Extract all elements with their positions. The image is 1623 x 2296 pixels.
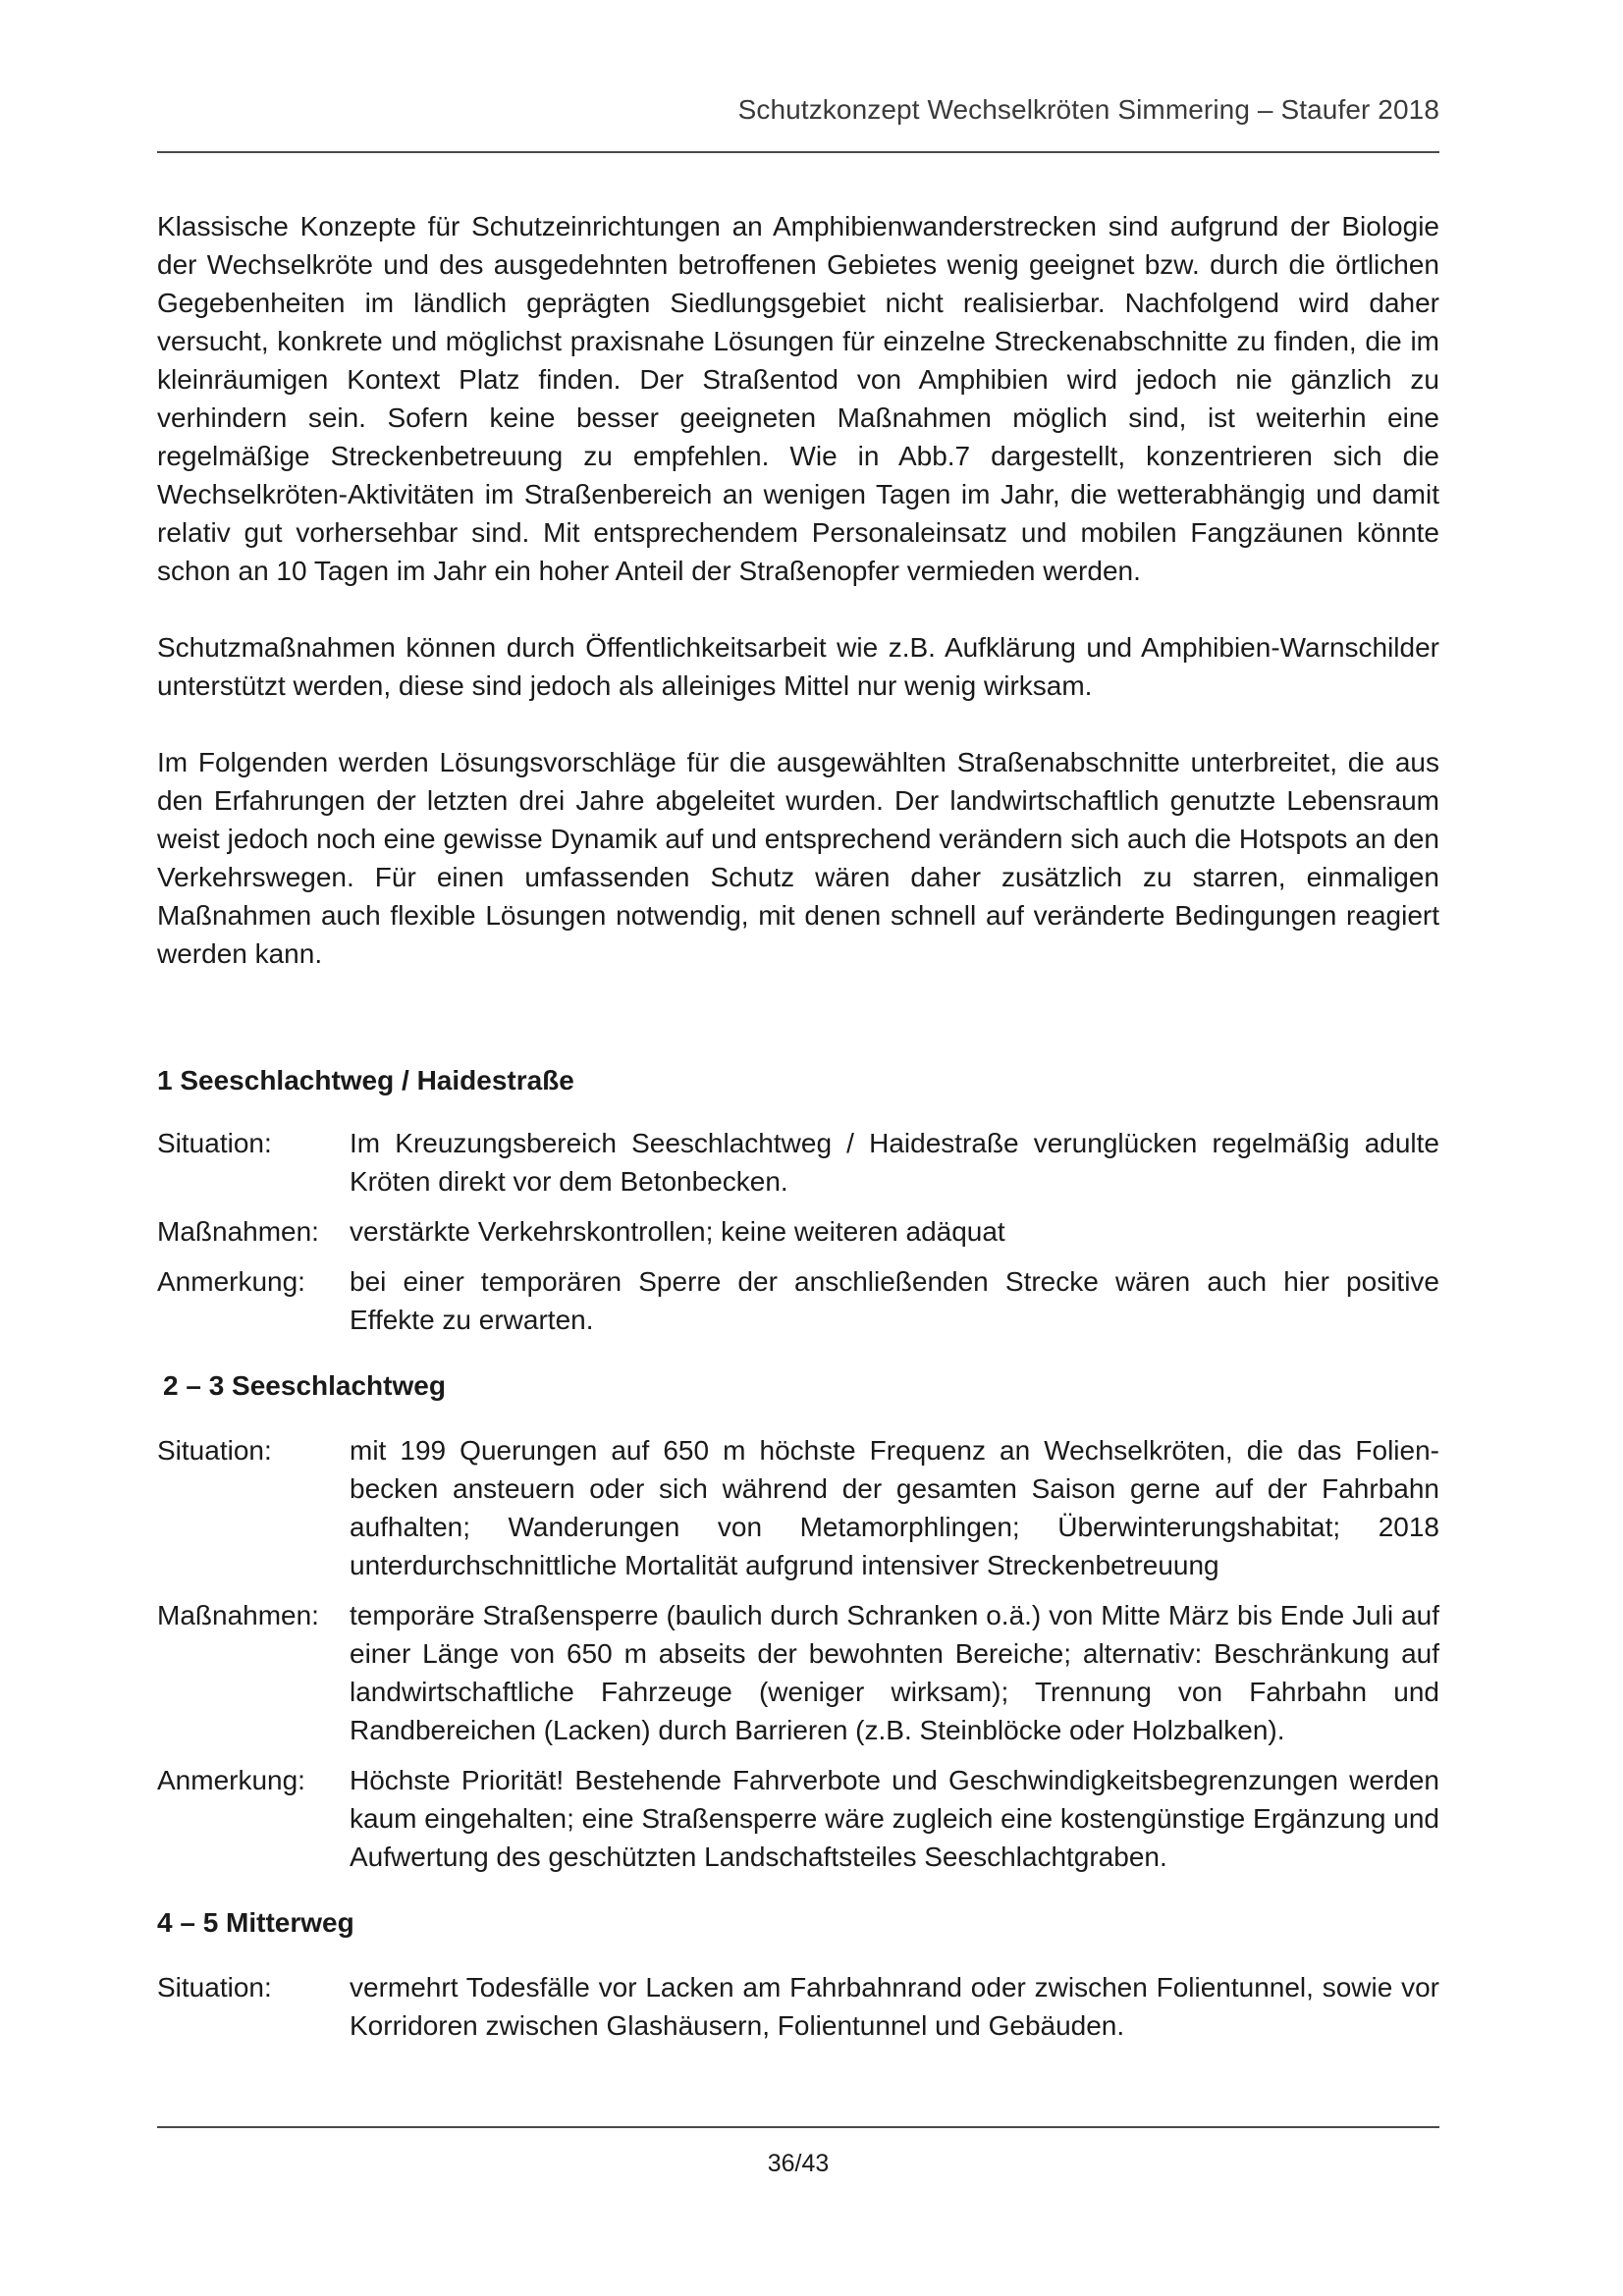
definition-term: Situation: <box>157 1128 272 1158</box>
intro-paragraph: Klassische Konzepte für Schutzeinrichtungen an Amphibienwanderstrecken sind aufgrund der Biologie der Wechselkröte und des ausgedehnten betroffenen Gebietes wenig geeignet bzw. durch die örtlichen Gegebenheiten im ländlich geprägten Siedlungsgebiet nicht realisierbar. Nachfolgend wird daher versucht, konkrete und möglichst praxisnahe Lösungen für einzelne Streckenabschnitte zu finden, die im kleinräumigen Kontext Platz finden. Der Straßentod von Amphibien wird jedoch nie gänzlich zu verhindern sein. Sofern keine besser geeigneten Maßnahmen möglich sind, ist weiterhin eine regelmäßige Streckenbetreuung zu empfehlen. Wie in Abb.7 dargestellt, konzentrieren sich die Wechselkröten-Aktivitäten im Straßenbereich an wenigen Tagen im Jahr, die wetterabhängig und damit relativ gut vorhersehbar sind. Mit entsprechendem Personaleinsatz und mobilen Fangzäunen könnte schon an 10 Tagen im Jahr ein hoher Anteil der Straßenopfer vermieden werden. <box>157 211 1439 586</box>
definition-term: Situation: <box>157 1972 272 2002</box>
definition-text: Im Kreuzungsbereich Seeschlachtweg / Haidestraße verunglücken regelmäßig adulte Kröten direkt vor dem Betonbecken. <box>350 1128 1439 1197</box>
section-heading: 1 Seeschlachtweg / Haidestraße <box>157 1065 574 1095</box>
definition-row <box>157 1124 1439 1201</box>
header-rule <box>157 151 1439 153</box>
definition-text: mit 199 Querungen auf 650 m höchste Frequenz an Wechselkröten, die das Folienbecken ansteuern oder sich während der gesamten Saison gerne auf der Fahrbahn aufhalten; Wanderungen von Metamorphlingen; Überwinterungshabitat; 2018 unterdurchschnittliche Mortalität aufgrund intensiver Streckenbetreuung <box>350 1435 1439 1580</box>
definition-row <box>157 1431 1439 1584</box>
definition-text: vermehrt Todesfälle vor Lacken am Fahrbahnrand oder zwischen Folientunnel, sowie vor Korridoren zwischen Glashäusern, Folientunnel und Gebäuden. <box>350 1972 1439 2041</box>
page-content <box>157 207 1439 2056</box>
section-seeschlachtweg-haidestrasse <box>157 1061 1439 1339</box>
definition-term: Anmerkung: <box>157 1765 305 1795</box>
definition-row <box>157 1262 1439 1339</box>
definition-text: temporäre Straßensperre (baulich durch Schranken o.ä.) von Mitte März bis Ende Juli auf einer Länge von 650 m abseits der bewohnten Bereiche; alternativ: Beschränkung auf landwirtschaftliche Fahrzeuge (weniger wirksam); Trennung von Fahrbahn und Randbereichen (Lacken) durch Barrieren (z.B. Steinblöcke oder Holzbalken). <box>350 1600 1439 1745</box>
solutions-paragraph: Im Folgenden werden Lösungsvorschläge für die ausgewählten Straßenabschnitte unterbreitet, die aus den Erfahrungen der letzten drei Jahre abgeleitet wurden. Der landwirtschaftlich genutzte Lebensraum weist jedoch noch eine gewisse Dynamik auf und entsprechend verändern sich auch die Hotspots an den Verkehrswegen. Für einen umfassenden Schutz wären daher zusätzlich zu starren, einmaligen Maßnahmen auch flexible Lösungen notwendig, mit denen schnell auf veränderte Bedingungen reagiert werden kann. <box>157 747 1439 969</box>
definition-list <box>157 1968 1439 2045</box>
section-heading: 4 – 5 Mitterweg <box>157 1907 354 1938</box>
definition-list <box>157 1431 1439 1876</box>
definition-term: Maßnahmen: <box>157 1600 319 1630</box>
definition-row <box>157 1596 1439 1749</box>
page-number: 36/43 <box>767 2150 830 2177</box>
definition-list <box>157 1124 1439 1339</box>
section-seeschlachtweg <box>157 1366 1439 1876</box>
definition-term: Situation: <box>157 1435 272 1466</box>
public-relations-paragraph: Schutzmaßnahmen können durch Öffentlichkeitsarbeit wie z.B. Aufklärung und Amphibien-Warnschilder unterstützt werden, diese sind jedoch als alleiniges Mittel nur wenig wirksam. <box>157 632 1439 701</box>
definition-term: Maßnahmen: <box>157 1216 319 1247</box>
definition-row <box>157 1761 1439 1876</box>
footer-rule <box>157 2126 1439 2128</box>
definition-text: Höchste Priorität! Bestehende Fahrverbote und Geschwindigkeitsbegrenzungen werden kaum eingehalten; eine Straßensperre wäre zugleich eine kostengünstige Ergänzung und Aufwertung des geschützten Landschaftsteiles Seeschlachtgraben. <box>350 1765 1439 1872</box>
running-header: Schutzkonzept Wechselkröten Simmering – Staufer 2018 <box>737 94 1439 125</box>
section-heading: 2 – 3 Seeschlachtweg <box>163 1370 446 1401</box>
definition-text: bei einer temporären Sperre der anschließenden Strecke wären auch hier positive Effekte zu erwarten. <box>350 1266 1439 1335</box>
definition-term: Anmerkung: <box>157 1266 305 1297</box>
definition-row <box>157 1212 1439 1251</box>
section-mitterweg <box>157 1903 1439 2045</box>
definition-text: verstärkte Verkehrskontrollen; keine weiteren adäquat <box>350 1216 1005 1247</box>
definition-row <box>157 1968 1439 2045</box>
